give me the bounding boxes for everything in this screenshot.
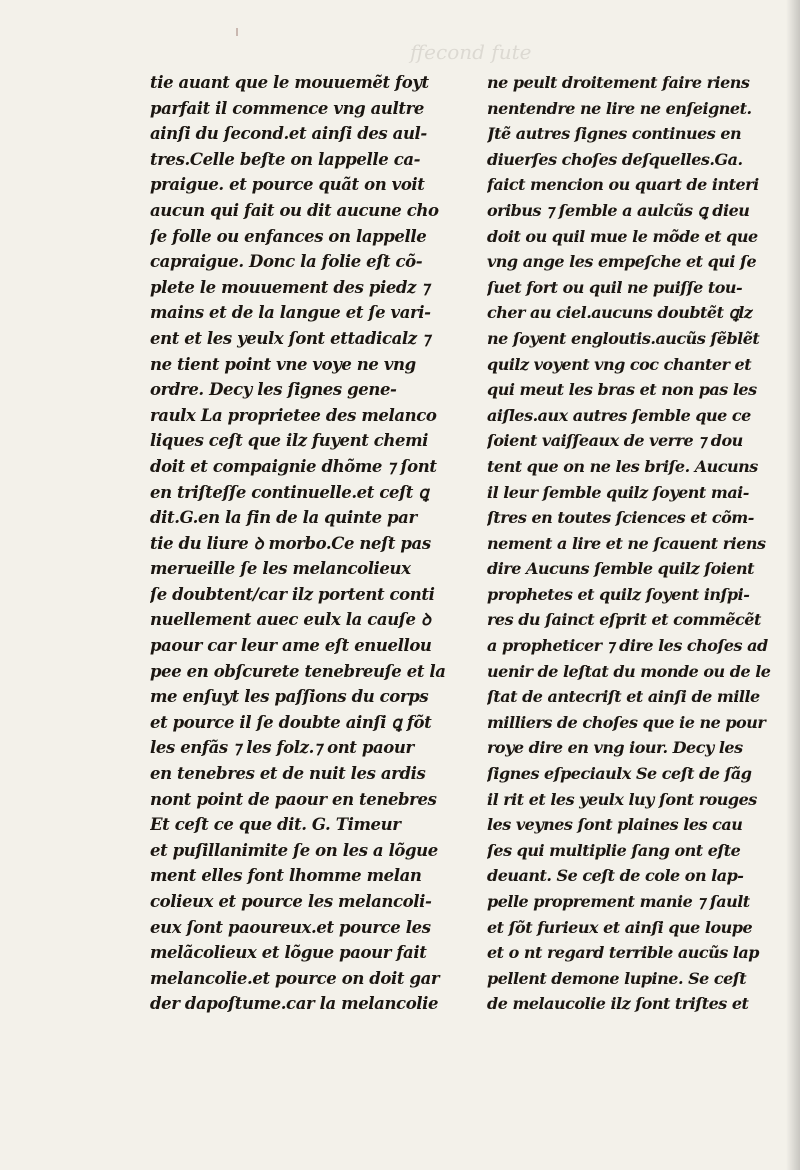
- page-edge-shadow: [786, 0, 800, 1170]
- text-line: les veynes ſont plaines les cau: [487, 815, 743, 835]
- text-line: ſe doubtent/car ilz portent conti: [150, 584, 435, 604]
- text-line: cher au ciel.aucuns doubtẽt ꝗlz: [487, 303, 753, 323]
- margin-mark: [236, 28, 238, 36]
- text-line: nont point de paour en tenebres: [150, 789, 437, 809]
- text-line: Et ceſt ce que dit. G. Timeur: [150, 815, 401, 835]
- text-line: roye dire en vng iour. Decy les: [487, 738, 743, 758]
- text-line: ne peult droitement faire riens: [487, 73, 750, 92]
- text-line: ne tient point vne voye ne vng: [150, 354, 416, 374]
- text-line: ainſi du ſecond.et ainſi des aul-: [150, 124, 427, 144]
- text-line: ſe folle ou enfances on lappelle: [150, 226, 427, 246]
- text-line: ſes qui multiplie ſang ont eſte: [487, 840, 741, 860]
- text-line: quilz voyent vng coc chanter et: [487, 354, 752, 374]
- text-line: res du ſainct eſprit et commẽcẽt: [487, 610, 761, 630]
- text-line: et pource il ſe doubte ainſi ꝗ fõt: [150, 712, 432, 732]
- text-line: capraigue. Donc la folie eſt cõ-: [150, 252, 423, 272]
- text-line: praigue. et pource quãt on voit: [150, 175, 425, 195]
- text-line: nentendre ne lire ne enſeignet.: [487, 98, 752, 118]
- text-line: der dapoſtume.car la melancolie: [150, 994, 439, 1014]
- text-line: faict mencion ou quart de interi: [487, 175, 759, 195]
- text-line: diuerſes choſes deſquelles.Ga.: [487, 149, 743, 169]
- text-line: tie auant que le mouuemẽt foyt: [150, 73, 429, 92]
- text-line: merueille ſe les melancolieux: [150, 559, 411, 579]
- text-line: tie du liure ꝺ morbo.Ce neſt pas: [150, 533, 431, 553]
- right-text-column: [487, 70, 793, 1017]
- text-line: nement a lire et ne ſcauent riens: [487, 533, 766, 553]
- text-line: vng ange les empeſche et qui ſe: [487, 252, 757, 272]
- text-line: eux ſont paoureux.et pource les: [150, 917, 431, 937]
- text-line: aiſles.aux autres ſemble que ce: [487, 405, 751, 425]
- text-line: dire Aucuns ſemble quilz ſoient: [487, 559, 755, 579]
- left-text-column: [150, 70, 490, 1017]
- text-line: deuant. Se ceſt de cole on lap-: [487, 866, 744, 886]
- text-line: raulx La proprietee des melanco: [150, 405, 437, 425]
- text-line: de melaucolie ilz ſont triſtes et: [487, 994, 749, 1014]
- text-line: melancolie.et pource on doit gar: [150, 968, 440, 988]
- text-line: uenir de leſtat du monde ou de le: [487, 661, 771, 681]
- text-line: tres.Celle beſte on lappelle ca-: [150, 149, 421, 169]
- text-line: en tenebres et de nuit les ardis: [150, 764, 426, 784]
- text-line: pee en obſcurete tenebreuſe et la: [150, 661, 446, 681]
- text-line: et ſõt furieux et ainſi que loupe: [487, 917, 753, 937]
- text-line: ſtat de antecriſt et ainſi de mille: [487, 687, 760, 707]
- text-line: tent que on ne les briſe. Aucuns: [487, 456, 758, 476]
- text-line: prophetes et quilz ſoyent inſpi-: [487, 584, 750, 604]
- text-line: doit et compaignie dhõme ⁊ ſont: [150, 456, 437, 476]
- text-line: les enfãs ⁊ les folz.⁊ ont paour: [150, 738, 414, 758]
- text-line: ordre. Decy les ſignes gene-: [150, 380, 397, 400]
- text-line: me enſuyt les paſſions du corps: [150, 687, 429, 707]
- text-line: dit.G.en la fin de la quinte par: [150, 508, 417, 528]
- text-line: milliers de choſes que ie ne pour: [487, 712, 766, 732]
- text-line: ent et les yeulx ſont ettadicalz ⁊: [150, 328, 430, 348]
- text-line: melãcolieux et lõgue paour fait: [150, 943, 427, 963]
- text-line: ſuet fort ou quil ne puiſſe tou-: [487, 277, 743, 297]
- text-line: a propheticer ⁊ dire les choſes ad: [487, 636, 768, 656]
- text-line: oribus ⁊ ſemble a aulcũs ꝗ dieu: [487, 200, 750, 220]
- text-line: en triſteſſe continuelle.et ceſt ꝗ: [150, 482, 429, 502]
- text-line: nuellement auec eulx la cauſe ꝺ: [150, 610, 431, 630]
- text-line: Jtẽ autres ſignes continues en: [487, 124, 742, 144]
- text-line: il rit et les yeulx luy ſont rouges: [487, 789, 757, 809]
- text-line: pelle proprement manie ⁊ ſault: [487, 892, 750, 911]
- text-line: liques ceſt que ilz fuyent chemi: [150, 431, 429, 451]
- text-line: ne ſoyent engloutis.aucũs ſẽblẽt: [487, 328, 760, 348]
- text-line: parfait il commence vng aultre: [150, 98, 425, 118]
- text-line: plete le mouuement des piedz ⁊: [150, 277, 430, 297]
- show-through-text: ffecond fute: [410, 40, 532, 64]
- text-line: et o nt regard terrible aucũs lap: [487, 943, 759, 963]
- text-line: il leur ſemble quilz ſoyent mai-: [487, 482, 749, 502]
- text-line: pellent demone lupine. Se ceſt: [487, 968, 747, 988]
- text-line: paour car leur ame eſt enuellou: [150, 636, 432, 656]
- text-line: et puſillanimite ſe on les a lõgue: [150, 840, 438, 860]
- text-line: ſtres en toutes ſciences et cõm-: [487, 508, 754, 528]
- text-line: colieux et pource les melancoli-: [150, 892, 432, 911]
- text-line: ment elles font lhomme melan: [150, 866, 422, 886]
- text-line: mains et de la langue et ſe vari-: [150, 303, 431, 323]
- text-line: aucun qui fait ou dit aucune cho: [150, 200, 439, 220]
- text-line: ſignes eſpeciaulx Se ceſt de ſãg: [487, 764, 752, 784]
- text-line: doit ou quil mue le mõde et que: [487, 226, 758, 246]
- text-line: qui meut les bras et non pas les: [487, 380, 757, 400]
- text-line: ſoient vaiſſeaux de verre ⁊ dou: [487, 431, 743, 451]
